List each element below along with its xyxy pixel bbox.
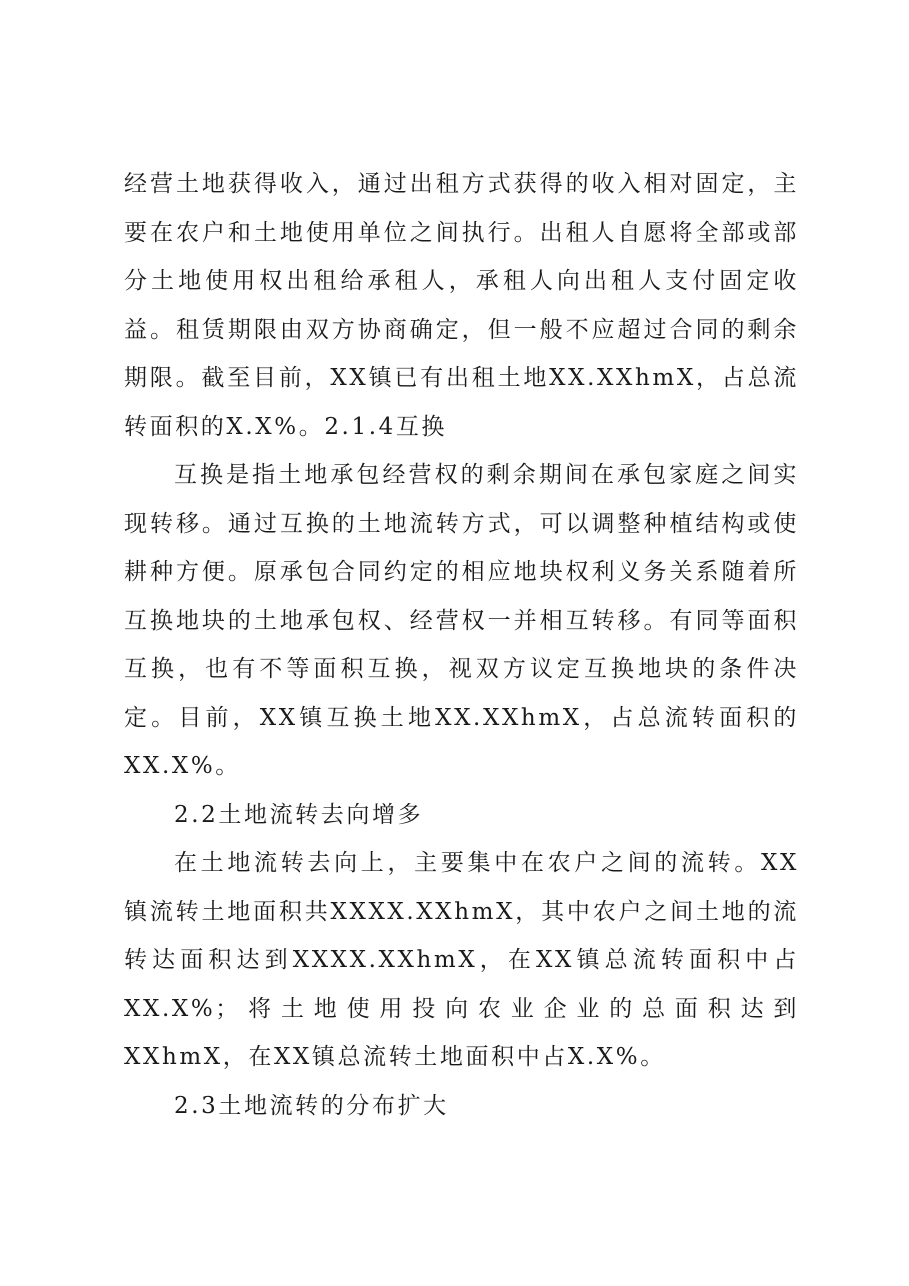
paragraph-transfer-direction: 在土地流转去向上，主要集中在农户之间的流转。XX镇流转土地面积共XXXX.XXhmX，其中农户之间土地的流转达面积达到XXXX.XXhmX，在XX镇总流转面积中占XX.X%；将土地使用投向农业企业的总面积达到XXhmX，在XX镇总流转土地面积中占X.X%。	[124, 850, 799, 1070]
document-body	[124, 160, 799, 1130]
section-heading-2-3: 2.3土地流转的分布扩大	[174, 1092, 449, 1119]
paragraph-rental-income: 经营土地获得收入，通过出租方式获得的收入相对固定，主要在农户和土地使用单位之间执行。出租人自愿将全部或部分土地使用权出租给承租人，承租人向出租人支付固定收益。租赁期限由双方协商确定，但一般不应超过合同的剩余期限。截至目前，XX镇已有出租土地XX.XXhmX，占总流转面积的X.X%。2.1.4互换	[124, 171, 799, 440]
paragraph-exchange: 互换是指土地承包经营权的剩余期间在承包家庭之间实现转移。通过互换的土地流转方式，可以调整种植结构或使耕种方便。原承包合同约定的相应地块权利义务关系随着所互换地块的土地承包权、经营权一并相互转移。有同等面积互换，也有不等面积互换，视双方议定互换地块的条件决定。目前，XX镇互换土地XX.XXhmX，占总流转面积的XX.X%。	[124, 462, 799, 779]
section-heading-2-2: 2.2土地流转去向增多	[174, 801, 424, 828]
